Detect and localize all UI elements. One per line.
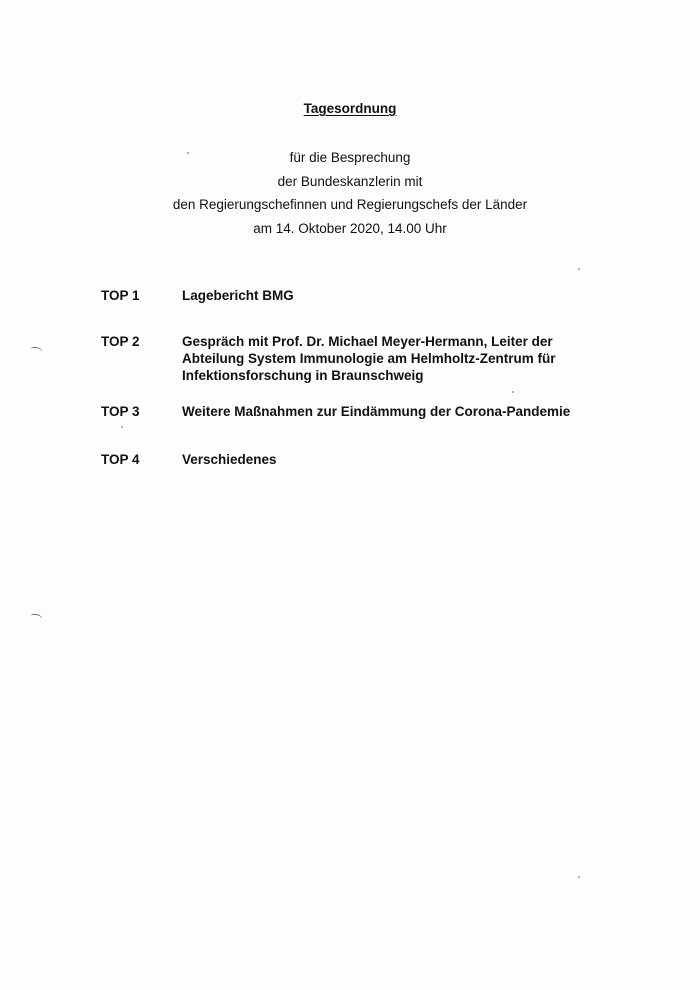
subtitle-line: am 14. Oktober 2020, 14.00 Uhr — [253, 220, 447, 236]
punch-hole-mark — [29, 346, 42, 355]
agenda-item-top-3 — [101, 403, 661, 420]
agenda-item-text: Lagebericht BMG — [182, 288, 294, 303]
scan-speck — [578, 876, 580, 878]
agenda-item-text: Gespräch mit Prof. Dr. Michael Meyer-Hermann, Leiter der Abteilung System Immunologie am Helmholtz-Zentrum für Infektionsforschung in Braunschweig — [182, 334, 556, 383]
agenda-item-top-2 — [101, 333, 661, 384]
scan-speck — [578, 268, 580, 270]
agenda-item-number: TOP 1 — [101, 288, 140, 303]
document-subtitle — [0, 146, 700, 240]
document-title: Tagesordnung — [303, 101, 397, 116]
scan-speck — [512, 391, 514, 393]
agenda-item-top-1 — [101, 287, 661, 304]
subtitle-line: der Bundeskanzlerin mit — [277, 173, 423, 189]
agenda-item-number: TOP 3 — [101, 404, 140, 419]
agenda-item-text: Weitere Maßnahmen zur Eindämmung der Corona-Pandemie — [182, 404, 571, 419]
scan-speck — [121, 426, 123, 428]
agenda-item-top-4 — [101, 451, 661, 468]
scan-speck — [187, 152, 189, 154]
agenda-item-number: TOP 4 — [101, 452, 140, 467]
agenda-item-text: Verschiedenes — [182, 452, 277, 467]
punch-hole-mark — [29, 613, 42, 622]
subtitle-line: den Regierungschefinnen und Regierungschefs der Länder — [172, 197, 528, 212]
agenda-item-number: TOP 2 — [101, 334, 140, 349]
subtitle-line: für die Besprechung — [289, 150, 411, 165]
